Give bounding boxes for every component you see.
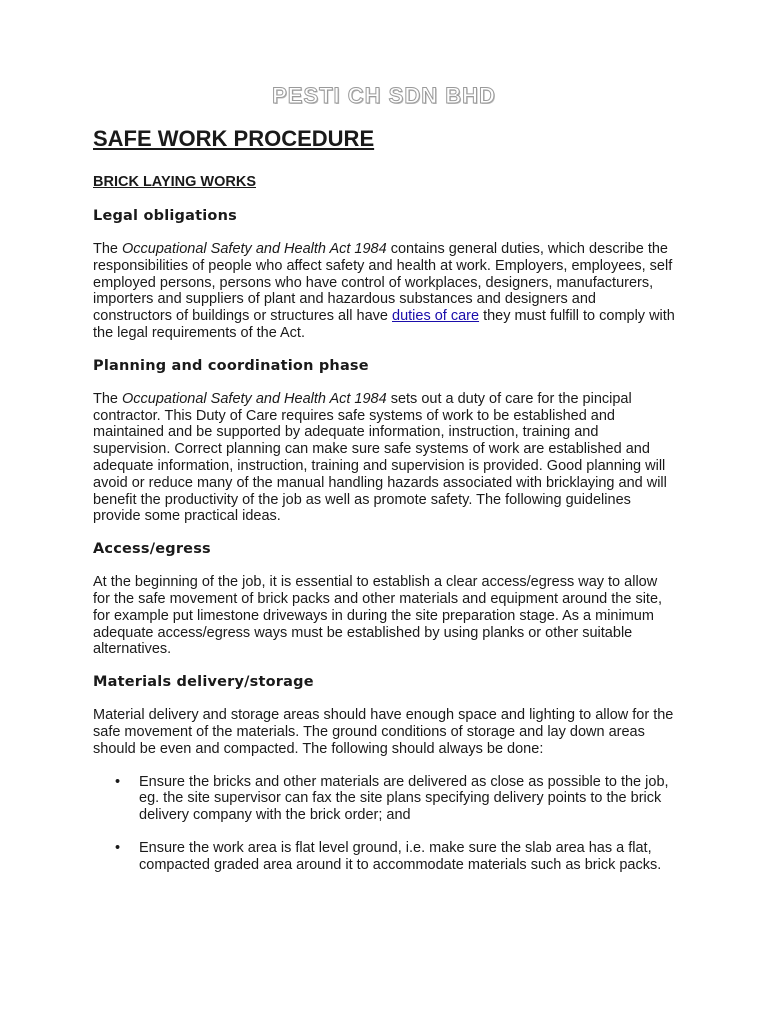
- document-title: SAFE WORK PROCEDURE: [93, 126, 375, 151]
- list-item-text: Ensure the bricks and other materials are delivered as close as possible to the job, eg. the site supervisor can fax the site plans specifying delivery points to the brick delivery company with the brick order; and: [139, 773, 669, 824]
- duties-of-care-link[interactable]: duties of care: [392, 308, 480, 325]
- bullet-icon: •: [115, 773, 121, 790]
- para-text: sets out a duty of care for the pincipal contractor. This Duty of Care requires safe systems of work to be established and maintained and be supported by adequate information, instruction, training and supervision. Correct planning can make sure safe systems of work are established and adequate information, instruction, training and supervision is provided. Good planning will avoid or reduce many of the manual handling hazards associated with bricklaying and will benefit the productivity of the job as well as promote safety. The following guidelines provide some practical ideas.: [93, 390, 667, 525]
- bullet-list: [93, 774, 676, 874]
- para-text: The: [93, 241, 123, 257]
- act-name: Occupational Safety and Health Act 1984: [122, 241, 387, 257]
- section-heading-legal: Legal obligations: [93, 208, 237, 224]
- list-item: [93, 840, 676, 874]
- section-heading-access: Access/egress: [93, 541, 211, 558]
- company-watermark: PESTI CH SDN BHD: [272, 83, 496, 108]
- document-body: [93, 174, 676, 890]
- section-paragraph-planning: [93, 391, 676, 525]
- section-paragraph-access: At the beginning of the job, it is essential to establish a clear access/egress way to allow for the safe movement of brick packs and other materials and equipment around the site, for example put limestone driveways in during the site preparation stage. As a minimum adequate access/egress ways must be established by using planks or other suitable alternatives.: [93, 574, 663, 658]
- section-paragraph-legal: [93, 241, 676, 342]
- bullet-icon: •: [115, 839, 121, 856]
- section-heading-planning: Planning and coordination phase: [93, 357, 369, 374]
- act-name: Occupational Safety and Health Act 1984: [122, 390, 387, 407]
- document-subtitle: BRICK LAYING WORKS: [93, 174, 256, 190]
- list-item-text: Ensure the work area is flat level ground, i.e. make sure the slab area has a flat, compacted graded area around it to accommodate materials such as brick packs.: [139, 839, 662, 873]
- para-text: contains general duties, which describe the responsibilities of people who affect safety and health at work. Employers, employees, self employed persons, persons who have control of workplaces, designers, manufacturers, importers and suppliers of plant and hazardous substances and designers and constructors of buildings or structures all have: [93, 241, 673, 325]
- section-heading-materials: Materials delivery/storage: [93, 674, 314, 691]
- para-text: The: [93, 390, 123, 407]
- list-item: [93, 774, 676, 824]
- section-paragraph-materials: Material delivery and storage areas should have enough space and lighting to allow for the safe movement of the materials. The ground conditions of storage and lay down areas should be even and compacted. The following should always be done:: [93, 707, 674, 757]
- para-text: they must fulfill to comply with the legal requirements of the Act.: [93, 308, 675, 341]
